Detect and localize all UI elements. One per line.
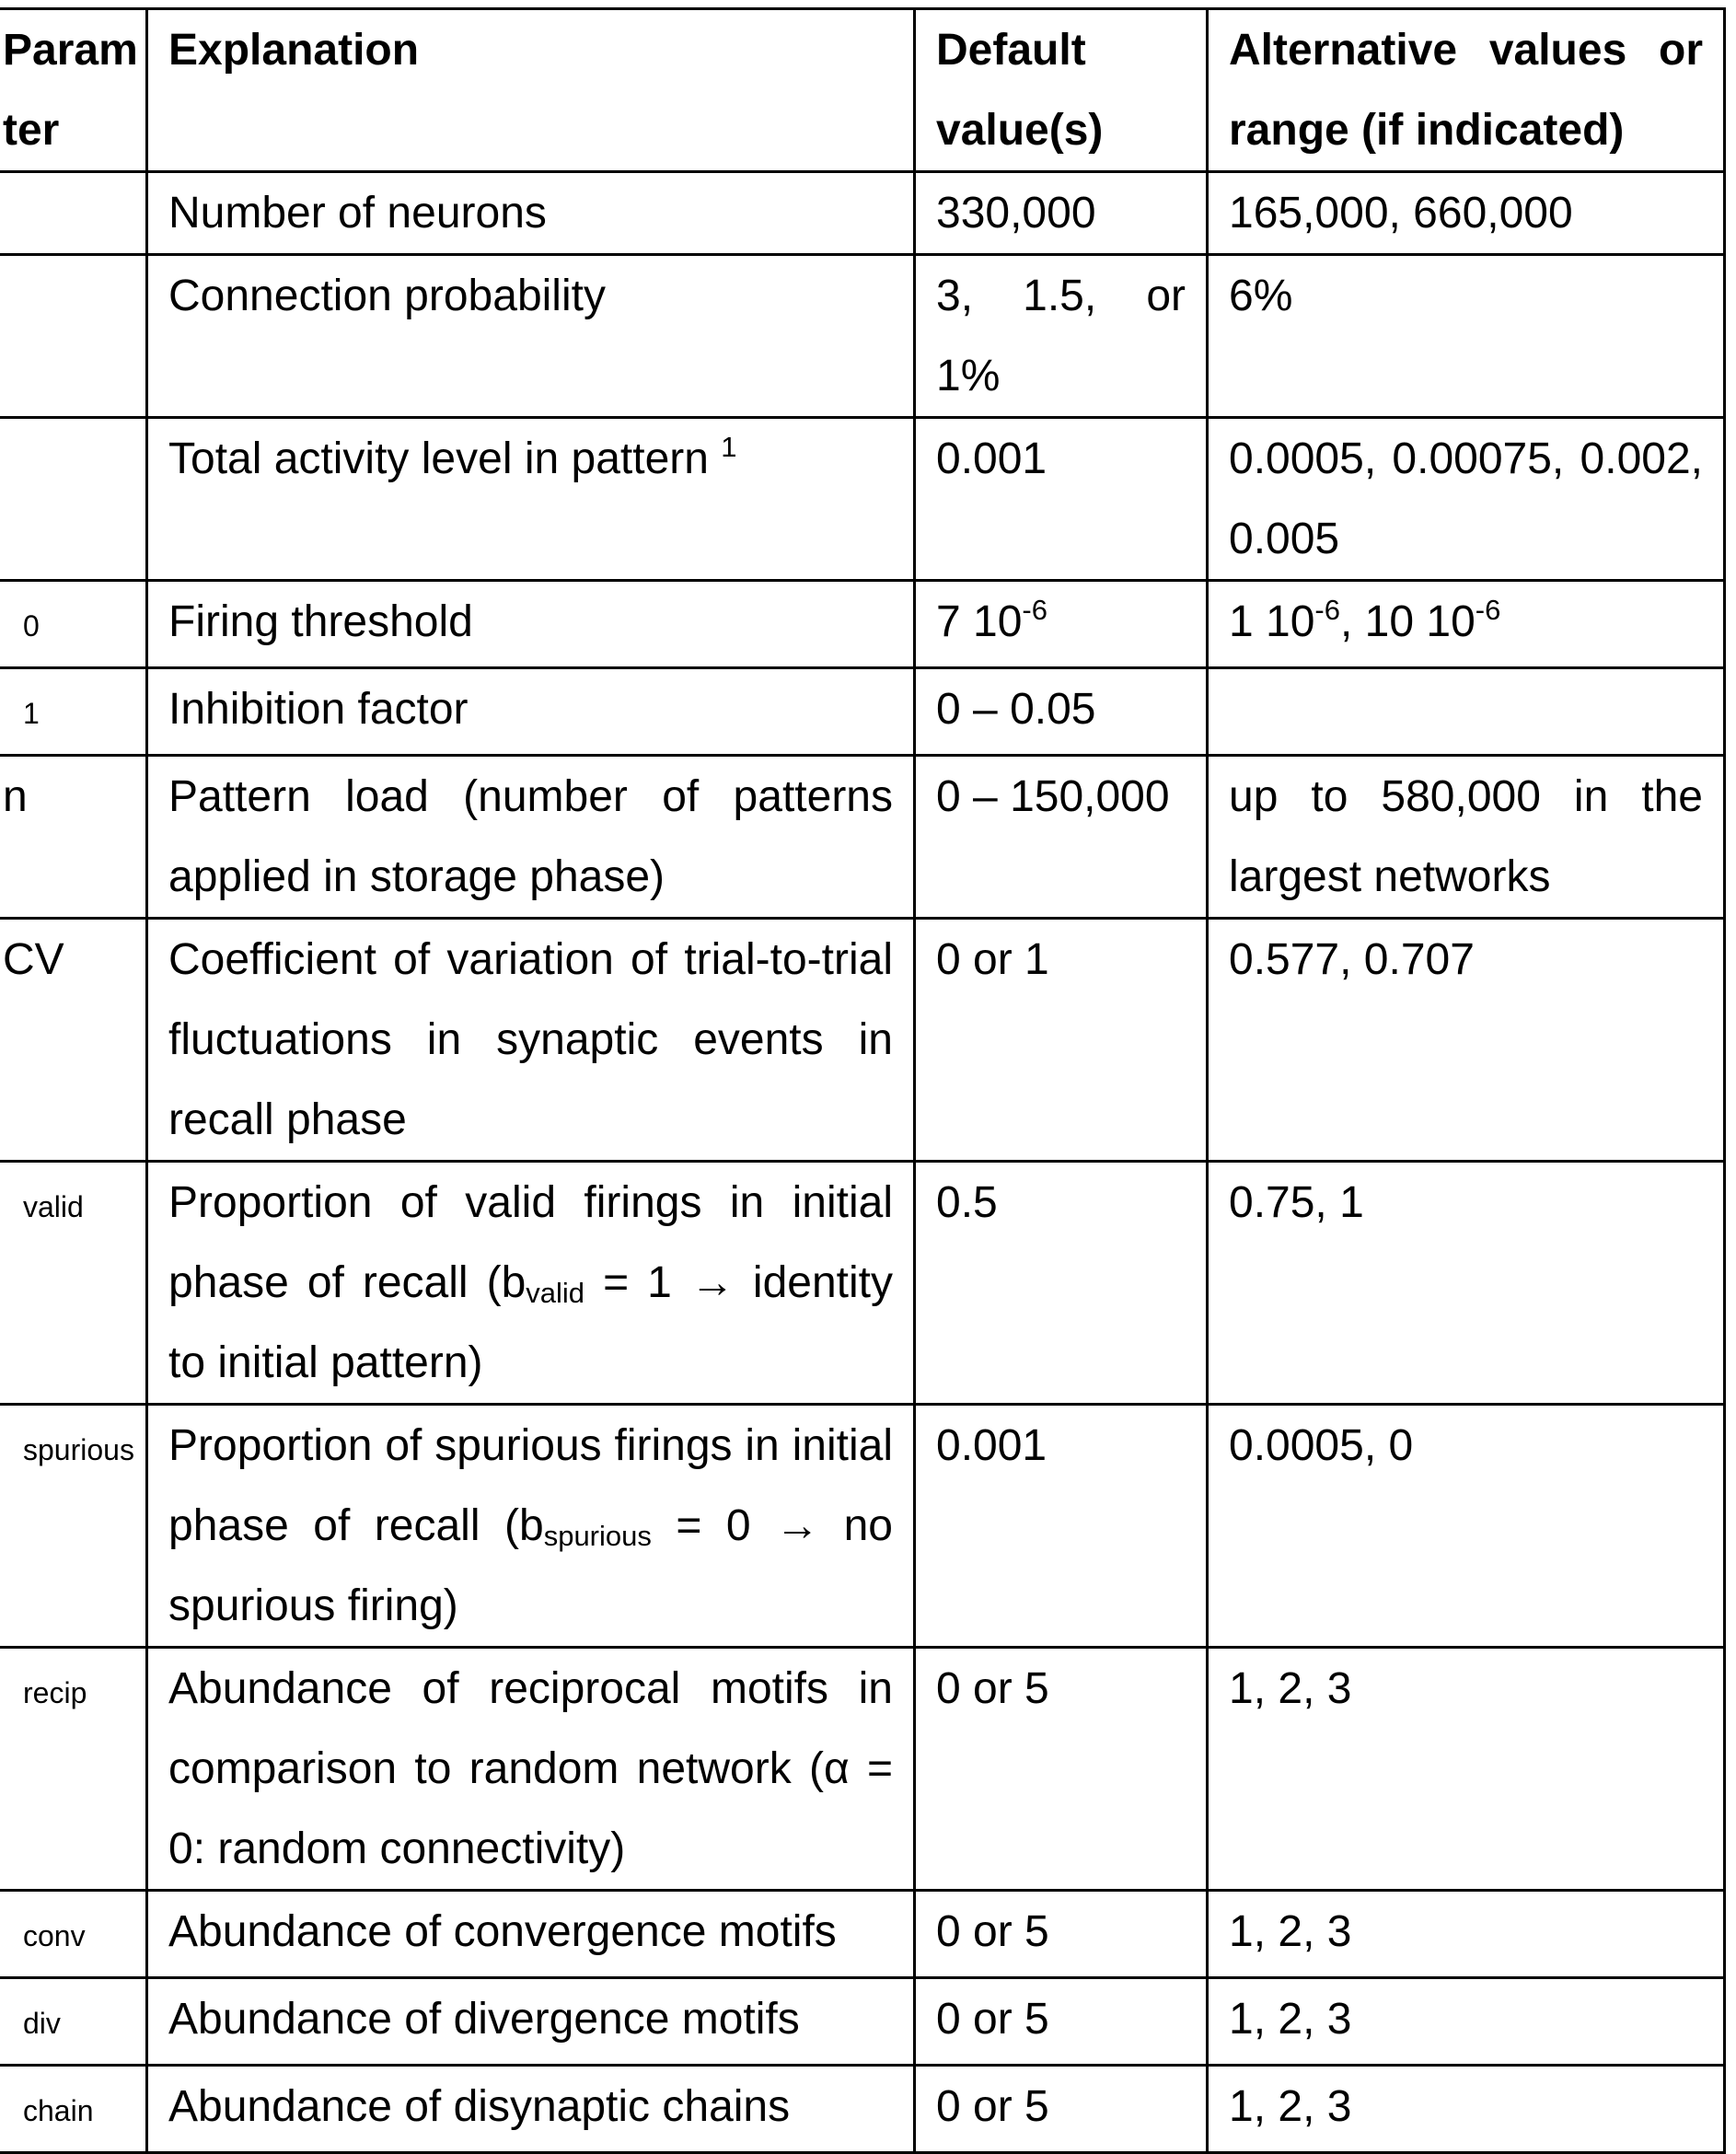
default-cell: 0 or 5 [915,1891,1208,1978]
default-cell: 0.5 [915,1162,1208,1405]
explanation-cell: Firing threshold [147,581,915,668]
param-symbol: div [0,1978,147,2066]
header-explanation: Explanation [147,9,915,172]
footnote-marker: 1 [721,431,737,463]
explanation-cell: Abundance of reciprocal motifs in comparison to random network (α = 0: random connectivity) [147,1648,915,1891]
header-row [0,9,1725,172]
alternative-cell: 1, 2, 3 [1208,1978,1725,2066]
param-symbol: recip [0,1648,147,1891]
alternative-cell: 0.577, 0.707 [1208,919,1725,1162]
default-cell: 0 – 150,000 [915,756,1208,919]
param-symbol: CV [0,919,147,1162]
table-row [0,1891,1725,1978]
header-parameter: Param ter [0,9,147,172]
explanation-cell: Number of neurons [147,172,915,255]
alternative-cell: up to 580,000 in the largest networks [1208,756,1725,919]
alternative-cell: 1, 2, 3 [1208,1648,1725,1891]
default-cell: 0.001 [915,1405,1208,1648]
header-alternative: Alternative values or range (if indicated) [1208,9,1725,172]
table-row [0,2066,1725,2153]
explanation-cell: Abundance of divergence motifs [147,1978,915,2066]
param-symbol: n [0,756,147,919]
table-row [0,1978,1725,2066]
table-row [0,756,1725,919]
alternative-cell [1208,668,1725,756]
param-symbol: chain [0,2066,147,2153]
default-cell: 0 or 5 [915,1648,1208,1891]
param-symbol: spurious [0,1405,147,1648]
explanation-cell: Abundance of disynaptic chains [147,2066,915,2153]
default-cell: 330,000 [915,172,1208,255]
explanation-cell: Connection probability [147,255,915,418]
alternative-cell: 165,000, 660,000 [1208,172,1725,255]
param-symbol: valid [0,1162,147,1405]
explanation-cell: Inhibition factor [147,668,915,756]
alternative-cell: 0.0005, 0.00075, 0.002, 0.005 [1208,418,1725,581]
default-cell: 0 or 1 [915,919,1208,1162]
param-symbol [0,255,147,418]
default-cell: 3, 1.5, or 1% [915,255,1208,418]
alternative-cell: 6% [1208,255,1725,418]
table-row [0,919,1725,1162]
alternative-cell: 1 $10^{-6}$, 10 $10^{-6}$ [1208,581,1725,668]
explanation-cell: Coefficient of variation of trial-to-trial fluctuations in synaptic events in recall phase [147,919,915,1162]
alternative-cell: 1, 2, 3 [1208,2066,1725,2153]
alternative-cell: 0.75, 1 [1208,1162,1725,1405]
table-row [0,1405,1725,1648]
alternative-cell: 1, 2, 3 [1208,1891,1725,1978]
header-default: Default value(s) [915,9,1208,172]
param-symbol: 0 [0,581,147,668]
table-row [0,581,1725,668]
table-row [0,418,1725,581]
param-symbol [0,172,147,255]
parameter-table [0,7,1726,2154]
explanation-cell: Total activity level in pattern $^1$ [147,418,915,581]
default-cell: 0 or 5 [915,2066,1208,2153]
table-row [0,172,1725,255]
table-row [0,1648,1725,1891]
table-row [0,1162,1725,1405]
table-row [0,668,1725,756]
param-symbol [0,418,147,581]
explanation-cell: Proportion of spurious firings in initial phase of recall ($b_{spurious} = 0$ → no spurious firing) [147,1405,915,1648]
param-symbol: 1 [0,668,147,756]
param-symbol: conv [0,1891,147,1978]
alternative-cell: 0.0005, 0 [1208,1405,1725,1648]
explanation-cell: Pattern load (number of patterns applied in storage phase) [147,756,915,919]
default-cell: 0 – 0.05 [915,668,1208,756]
default-cell: 0 or 5 [915,1978,1208,2066]
explanation-cell: Abundance of convergence motifs [147,1891,915,1978]
table-row [0,255,1725,418]
default-cell: 0.001 [915,418,1208,581]
default-cell: 7 $10^{-6}$ [915,581,1208,668]
explanation-cell: Proportion of valid firings in initial phase of recall ($b_{valid} = 1$ → identity to initial pattern) [147,1162,915,1405]
